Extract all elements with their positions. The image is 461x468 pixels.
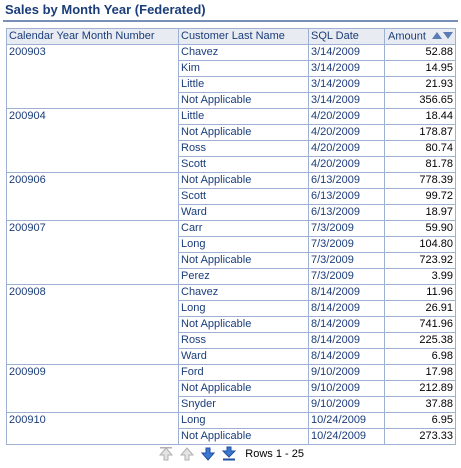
customer-name-cell[interactable]: Chavez xyxy=(179,45,309,61)
column-header-amount-label: Amount xyxy=(388,30,426,43)
sql-date-cell[interactable]: 8/14/2009 xyxy=(309,301,385,317)
amount-cell: 52.88 xyxy=(385,45,456,61)
customer-name-cell[interactable]: Scott xyxy=(179,157,309,173)
table-row xyxy=(7,365,456,381)
sql-date-cell[interactable]: 9/10/2009 xyxy=(309,365,385,381)
table-body xyxy=(7,45,456,445)
customer-name-cell[interactable]: Snyder xyxy=(179,397,309,413)
customer-name-cell[interactable]: Long xyxy=(179,301,309,317)
amount-cell: 18.97 xyxy=(385,205,456,221)
amount-cell: 225.38 xyxy=(385,333,456,349)
sales-table xyxy=(6,28,456,445)
next-page-icon[interactable] xyxy=(200,446,216,462)
month-group-cell[interactable]: 200906 xyxy=(7,173,179,221)
customer-name-cell[interactable]: Ward xyxy=(179,205,309,221)
amount-cell: 104.80 xyxy=(385,237,456,253)
amount-cell: 21.93 xyxy=(385,77,456,93)
sql-date-cell[interactable]: 9/10/2009 xyxy=(309,381,385,397)
amount-cell: 3.99 xyxy=(385,269,456,285)
month-group-cell[interactable]: 200910 xyxy=(7,413,179,445)
sql-date-cell[interactable]: 3/14/2009 xyxy=(309,93,385,109)
sql-date-cell[interactable]: 7/3/2009 xyxy=(309,269,385,285)
month-group-cell[interactable]: 200903 xyxy=(7,45,179,109)
sql-date-cell[interactable]: 10/24/2009 xyxy=(309,413,385,429)
column-header-amount[interactable] xyxy=(385,29,456,45)
sql-date-cell[interactable]: 3/14/2009 xyxy=(309,77,385,93)
sql-date-cell[interactable]: 10/24/2009 xyxy=(309,429,385,445)
amount-cell: 178.87 xyxy=(385,125,456,141)
first-page-icon[interactable] xyxy=(158,446,174,462)
customer-name-cell[interactable]: Long xyxy=(179,237,309,253)
sql-date-cell[interactable]: 8/14/2009 xyxy=(309,317,385,333)
amount-cell: 17.98 xyxy=(385,365,456,381)
customer-name-cell[interactable]: Chavez xyxy=(179,285,309,301)
sql-date-cell[interactable]: 8/14/2009 xyxy=(309,349,385,365)
column-header-month[interactable]: Calendar Year Month Number xyxy=(7,29,179,45)
column-header-customer[interactable]: Customer Last Name xyxy=(179,29,309,45)
sql-date-cell[interactable]: 3/14/2009 xyxy=(309,45,385,61)
customer-name-cell[interactable]: Kim xyxy=(179,61,309,77)
sql-date-cell[interactable]: 4/20/2009 xyxy=(309,109,385,125)
amount-cell: 59.90 xyxy=(385,221,456,237)
sql-date-cell[interactable]: 9/10/2009 xyxy=(309,397,385,413)
sql-date-cell[interactable]: 7/3/2009 xyxy=(309,221,385,237)
sort-arrows[interactable] xyxy=(432,29,453,44)
sql-date-cell[interactable]: 3/14/2009 xyxy=(309,61,385,77)
customer-name-cell[interactable]: Ward xyxy=(179,349,309,365)
rows-range-label: Rows 1 - 25 xyxy=(245,448,304,460)
amount-cell: 6.98 xyxy=(385,349,456,365)
sql-date-cell[interactable]: 7/3/2009 xyxy=(309,237,385,253)
month-group-cell[interactable]: 200907 xyxy=(7,221,179,285)
customer-name-cell[interactable]: Scott xyxy=(179,189,309,205)
customer-name-cell[interactable]: Little xyxy=(179,77,309,93)
pager xyxy=(0,446,461,464)
customer-name-cell[interactable]: Perez xyxy=(179,269,309,285)
customer-name-cell[interactable]: Long xyxy=(179,413,309,429)
month-group-cell[interactable]: 200908 xyxy=(7,285,179,365)
column-header-date[interactable]: SQL Date xyxy=(309,29,385,45)
sql-date-cell[interactable]: 6/13/2009 xyxy=(309,173,385,189)
table-row xyxy=(7,45,456,61)
title-divider xyxy=(3,20,458,22)
sql-date-cell[interactable]: 4/20/2009 xyxy=(309,157,385,173)
customer-name-cell[interactable]: Not Applicable xyxy=(179,429,309,445)
amount-cell: 273.33 xyxy=(385,429,456,445)
customer-name-cell[interactable]: Not Applicable xyxy=(179,253,309,269)
customer-name-cell[interactable]: Carr xyxy=(179,221,309,237)
table-row xyxy=(7,109,456,125)
customer-name-cell[interactable]: Ross xyxy=(179,141,309,157)
sql-date-cell[interactable]: 8/14/2009 xyxy=(309,333,385,349)
customer-name-cell[interactable]: Ross xyxy=(179,333,309,349)
sql-date-cell[interactable]: 4/20/2009 xyxy=(309,125,385,141)
customer-name-cell[interactable]: Not Applicable xyxy=(179,173,309,189)
amount-cell: 18.44 xyxy=(385,109,456,125)
amount-cell: 778.39 xyxy=(385,173,456,189)
table-header-row xyxy=(7,29,456,45)
amount-cell: 11.96 xyxy=(385,285,456,301)
customer-name-cell[interactable]: Not Applicable xyxy=(179,317,309,333)
amount-cell: 26.91 xyxy=(385,301,456,317)
amount-cell: 37.88 xyxy=(385,397,456,413)
report-title: Sales by Month Year (Federated) xyxy=(5,2,206,17)
amount-cell: 723.92 xyxy=(385,253,456,269)
sql-date-cell[interactable]: 7/3/2009 xyxy=(309,253,385,269)
month-group-cell[interactable]: 200904 xyxy=(7,109,179,173)
customer-name-cell[interactable]: Little xyxy=(179,109,309,125)
sql-date-cell[interactable]: 4/20/2009 xyxy=(309,141,385,157)
sql-date-cell[interactable]: 8/14/2009 xyxy=(309,285,385,301)
sort-ascending-icon[interactable] xyxy=(432,32,442,39)
table-row xyxy=(7,413,456,429)
amount-cell: 81.78 xyxy=(385,157,456,173)
customer-name-cell[interactable]: Not Applicable xyxy=(179,93,309,109)
sql-date-cell[interactable]: 6/13/2009 xyxy=(309,189,385,205)
amount-cell: 212.89 xyxy=(385,381,456,397)
sort-descending-icon[interactable] xyxy=(443,32,453,39)
customer-name-cell[interactable]: Not Applicable xyxy=(179,125,309,141)
customer-name-cell[interactable]: Not Applicable xyxy=(179,381,309,397)
amount-cell: 741.96 xyxy=(385,317,456,333)
table-row xyxy=(7,173,456,189)
amount-cell: 99.72 xyxy=(385,189,456,205)
month-group-cell[interactable]: 200909 xyxy=(7,365,179,413)
customer-name-cell[interactable]: Ford xyxy=(179,365,309,381)
last-page-icon[interactable] xyxy=(221,446,237,462)
amount-cell: 14.95 xyxy=(385,61,456,77)
amount-cell: 356.65 xyxy=(385,93,456,109)
amount-cell: 80.74 xyxy=(385,141,456,157)
previous-page-icon[interactable] xyxy=(179,446,195,462)
table-row xyxy=(7,285,456,301)
amount-cell: 6.95 xyxy=(385,413,456,429)
table-row xyxy=(7,221,456,237)
sql-date-cell[interactable]: 6/13/2009 xyxy=(309,205,385,221)
